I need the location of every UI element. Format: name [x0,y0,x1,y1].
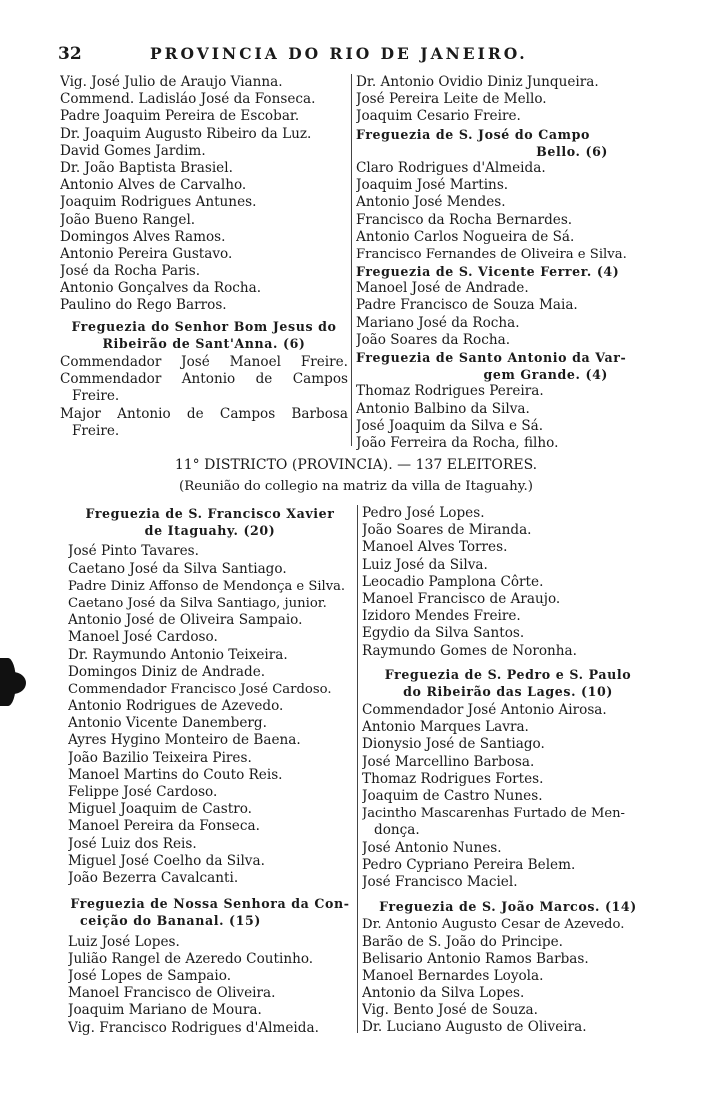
list-item: Joaquim Mariano de Moura. [68,1002,262,1019]
list-item: Antonio Balbino da Silva. [356,400,530,417]
top-left-column [60,74,348,440]
list-item: donça. [374,822,420,839]
list-item: Manoel José de Andrade. [356,280,529,297]
list-item: Miguel Joaquim de Castro. [68,801,252,818]
section-heading-joao-marcos: Freguezia de S. João Marcos. (14) [379,899,637,915]
list-item: Freire. [72,388,120,405]
list-item: Dr. Antonio Ovidio Diniz Junqueira. [356,74,599,90]
list-item: Commendador José Manoel Freire. [60,354,348,371]
list-item: Antonio Pereira Gustavo. [60,245,233,262]
page-number: 32 [58,44,82,64]
section-heading-itaguahy-cont: de Itaguahy. (20) [144,523,276,539]
list-item: Manoel Francisco de Oliveira. [68,985,276,1002]
list-item: Freire. [72,422,120,439]
section-heading-lages-cont: do Ribeirão das Lages. (10) [403,683,613,699]
list-item: Major Antonio de Campos Barbosa [60,405,348,422]
list-item: Dionysio José de Santiago. [362,736,545,753]
list-item: Antonio Alves de Carvalho. [60,177,247,194]
list-item: José Joaquim da Silva e Sá. [356,417,544,434]
list-item: Domingos Alves Ramos. [60,228,226,245]
list-item: Commendador Francisco José Cardoso. [68,681,332,697]
column-rule [357,505,358,1033]
list-item: José Francisco Maciel. [362,873,518,890]
list-item: Caetano José da Silva Santiago, junior. [68,595,327,611]
list-item: Egydio da Silva Santos. [362,625,525,642]
section-heading-lages: Freguezia de S. Pedro e S. Paulo [384,666,632,682]
list-item: Commendador José Antonio Airosa. [362,702,607,719]
list-item: Dr. Luciano Augusto de Oliveira. [362,1019,587,1036]
list-item: Belisario Antonio Ramos Barbas. [362,950,589,967]
list-item: Claro Rodrigues d'Almeida. [356,159,546,176]
list-item: Antonio da Silva Lopes. [362,985,525,1002]
list-item: Dr. Raymundo Antonio Teixeira. [68,646,288,663]
list-item: José Lopes de Sampaio. [68,967,232,984]
list-item: Vig. José Julio de Araujo Vianna. [60,74,283,90]
list-item: João Soares de Miranda. [362,522,532,539]
list-item: Domingos Diniz de Andrade. [68,663,266,680]
list-item: Francisco da Rocha Bernardes. [356,211,573,228]
list-item: Manoel Alves Torres. [362,539,508,556]
list-item: Padre Francisco de Souza Maia. [356,297,578,314]
list-item: Thomaz Rodrigues Fortes. [362,770,544,787]
list-item: Luiz José Lopes. [68,933,180,950]
list-item: Dr. João Baptista Brasiel. [60,159,233,176]
list-item: João Soares da Rocha. [356,331,511,348]
district-subtitle: (Reunião do collegio na matriz da villa de Itaguahy.) [178,479,534,494]
list-item: Manoel Francisco de Araujo. [362,590,561,607]
list-item: José Antonio Nunes. [362,839,502,856]
page-edge-stain [0,672,26,694]
list-item: David Gomes Jardim. [60,142,206,159]
section-heading-campo-bello: Freguezia de S. José do Campo [356,126,590,142]
section-heading-vargem-grande: Freguezia de Santo Antonio da Var- [356,350,627,366]
section-heading-santanna-cont: Ribeirão de Sant'Anna. (6) [102,335,306,351]
list-item: Luiz José da Silva. [362,556,488,573]
list-item: Vig. Bento José de Souza. [362,1002,538,1019]
district-title: 11° DISTRICTO (PROVINCIA). — 137 ELEITORES. [174,457,538,473]
list-item: João Ferreira da Rocha, filho. [356,435,559,452]
list-item: Antonio Gonçalves da Rocha. [60,280,262,297]
list-item: Raymundo Gomes de Noronha. [362,642,577,659]
list-item: Commendador Antonio de Campos [60,371,348,388]
list-item: Antonio Marques Lavra. [362,719,529,736]
list-item: Ayres Hygino Monteiro de Baena. [68,732,301,749]
list-item: Antonio José de Oliveira Sampaio. [68,612,303,629]
list-item: José da Rocha Paris. [60,263,201,280]
list-item: Manoel Bernardes Loyola. [362,967,544,984]
section-heading-itaguahy: Freguezia de S. Francisco Xavier [85,506,335,521]
list-item: Miguel José Coelho da Silva. [68,852,265,869]
list-item: Manoel Martins do Couto Reis. [68,766,283,783]
list-item: Pedro Cypriano Pereira Belem. [362,856,576,873]
list-item: Mariano José da Rocha. [356,314,520,331]
section-heading-vargem-grande-cont: gem Grande. (4) [483,367,608,383]
list-item: Commend. Ladisláo José da Fonseca. [60,91,316,108]
list-item: Antonio Vicente Danemberg. [68,715,267,732]
list-item: José Pereira Leite de Mello. [356,91,547,108]
list-item: José Marcellino Barbosa. [362,753,535,770]
section-heading-vicente-ferrer: Freguezia de S. Vicente Ferrer. (4) [356,264,620,280]
list-item: Joaquim de Castro Nunes. [362,788,543,805]
list-item: Francisco Fernandes de Oliveira e Silva. [356,246,627,262]
list-item: Antonio Rodrigues de Azevedo. [68,698,284,715]
list-item: Felippe José Cardoso. [68,784,218,801]
section-heading-santanna: Freguezia do Senhor Bom Jesus do [71,318,337,334]
column-rule [351,74,352,446]
list-item: Antonio Carlos Nogueira de Sá. [356,228,575,245]
list-item: Pedro José Lopes. [362,505,485,521]
list-item: José Luiz dos Reis. [68,835,197,852]
list-item: João Bezerra Cavalcanti. [68,869,239,886]
list-item: Joaquim Cesario Freire. [356,108,521,125]
bottom-right-column [362,505,654,1037]
list-item: Padre Joaquim Pereira de Escobar. [60,108,300,125]
list-item: José Pinto Tavares. [68,543,199,560]
list-item: Dr. Joaquim Augusto Ribeiro da Luz. [60,125,312,142]
list-item: Manoel José Cardoso. [68,629,218,646]
page-header [58,44,648,68]
bottom-left-column [68,505,352,1037]
list-item: Manoel Pereira da Fonseca. [68,818,260,835]
list-item: Antonio José Mendes. [356,194,506,211]
list-item: Vig. Francisco Rodrigues d'Almeida. [68,1019,319,1036]
list-item: Joaquim Rodrigues Antunes. [60,194,257,211]
list-item: Padre Diniz Affonso de Mendonça e Silva. [68,578,346,594]
list-item: Leocadio Pamplona Côrte. [362,573,544,590]
list-item: João Bazilio Teixeira Pires. [68,749,252,766]
section-heading-bananal: Freguezia de Nossa Senhora da Con- [70,896,350,912]
top-right-column [356,74,648,452]
list-item: Barão de S. João do Principe. [362,933,563,950]
list-item: Izidoro Mendes Freire. [362,608,521,625]
list-item: Joaquim José Martins. [356,177,509,194]
section-heading-campo-bello-cont: Bello. (6) [536,143,608,159]
list-item: Jacintho Mascarenhas Furtado de Men- [362,806,625,822]
list-item: Paulino do Rego Barros. [60,297,227,314]
list-item: Dr. Antonio Augusto Cesar de Azevedo. [362,917,625,933]
section-heading-bananal-cont: ceição do Bananal. (15) [80,913,261,929]
page-title: PROVINCIA DO RIO DE JANEIRO. [150,44,528,63]
list-item: João Bueno Rangel. [60,211,196,228]
list-item: Caetano José da Silva Santiago. [68,560,287,577]
list-item: Julião Rangel de Azeredo Coutinho. [68,950,314,967]
list-item: Thomaz Rodrigues Pereira. [356,383,544,400]
